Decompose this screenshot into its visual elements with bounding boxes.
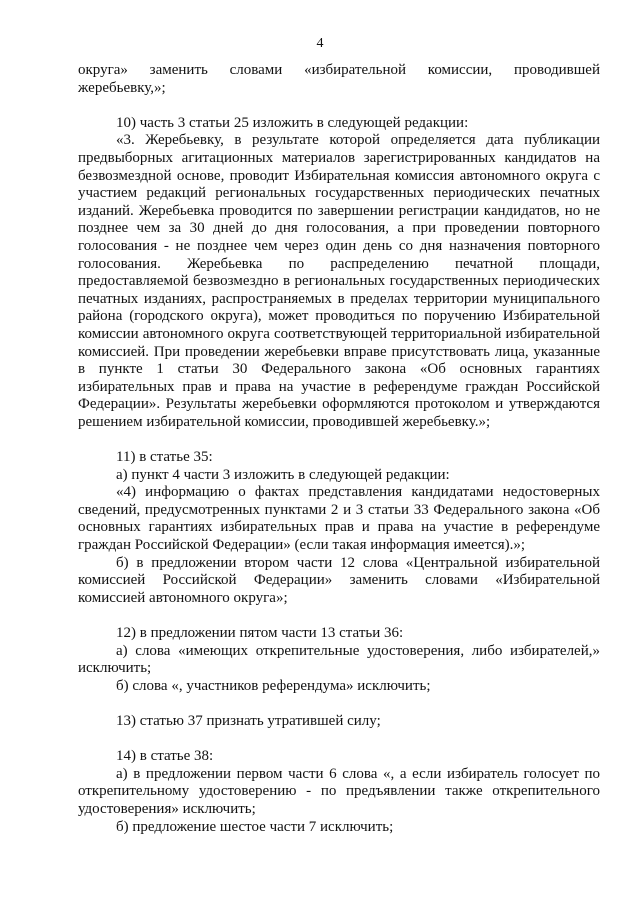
paragraph: 12) в предложении пятом части 13 статьи 36: — [116, 625, 404, 641]
paragraph: 13) статью 37 признать утратившей силу; — [116, 712, 381, 729]
paragraph: округа» заменить словами «избирательной комиссии, проводившей жеребьевку,»; — [78, 62, 600, 96]
paragraph: а) пункт 4 части 3 изложить в следующей редакции: — [116, 466, 450, 483]
paragraph: 14) в статье 38: — [116, 748, 214, 765]
paragraph-spacer — [78, 607, 600, 625]
paragraph-spacer — [78, 97, 600, 115]
page-number: 4 — [316, 36, 324, 51]
paragraph: а) слова «имеющих открепительные удостоверения, либо избирателей,» исключить; — [78, 642, 600, 677]
paragraph: б) в предложении втором части 12 слова «Центральной избирательной комиссией Российской Федерации» заменить словами «Избирательной комиссией автономного округа»; — [78, 554, 600, 606]
paragraph-spacer — [78, 731, 600, 749]
paragraph-spacer — [78, 431, 600, 449]
paragraph: 11) в статье 35: — [116, 449, 213, 466]
paragraph-spacer — [78, 695, 600, 713]
paragraph: «4) информацию о фактах представления кандидатами недостоверных сведений, предусмотренных пунктами 2 и 3 статьи 33 Федерального закона «Об основных гарантиях избирательных прав и права на участие в референдуме граждан Российской Федерации» (если такая информация имеется).»; — [78, 484, 600, 554]
paragraph: 10) часть 3 статьи 25 изложить в следующей редакции: — [116, 114, 469, 131]
paragraph: «3. Жеребьевку, в результате которой определяется дата публикации предвыборных агитационных материалов зарегистрированных кандидатов на безвозмездной основе, проводит Избирательная комиссия автономного округа с участием редакций региональных государственных периодических печатных изданий. Жеребьевка проводится по завершении регистрации кандидатов, но не позднее чем за 30 дней до дня голосования, а при проведении повторного голосования - не позднее чем через один день со дня назначения повторного голосования. Жеребьевка по распределению печатной площади, предоставляемой безвозмездно в региональных государственных периодических печатных изданиях, распространяемых в пределах территории муниципального района (городского округа), может проводиться по поручению Избирательной комиссии автономного округа соответствующей территориальной избирательной комиссией. При проведении жеребьевки вправе присутствовать лица, указанные в пункте 1 статьи 30 Федерального закона «Об основных гарантиях избирательных прав и права на участие в референдуме граждан Российской Федерации». Результаты жеребьевки оформляются протоколом и утверждаются решением избирательной комиссии, проводившей жеребьевку.»; — [78, 132, 600, 430]
paragraph: б) слова «, участников референдума» исключить; — [116, 677, 431, 694]
paragraph: а) в предложении первом части 6 слова «, а если избиратель голосует по открепительному удостоверению - по предъявлении также открепительного удостоверения» исключить; — [78, 765, 600, 817]
document-body — [78, 62, 600, 836]
paragraph: б) предложение шестое части 7 исключить; — [116, 818, 394, 835]
